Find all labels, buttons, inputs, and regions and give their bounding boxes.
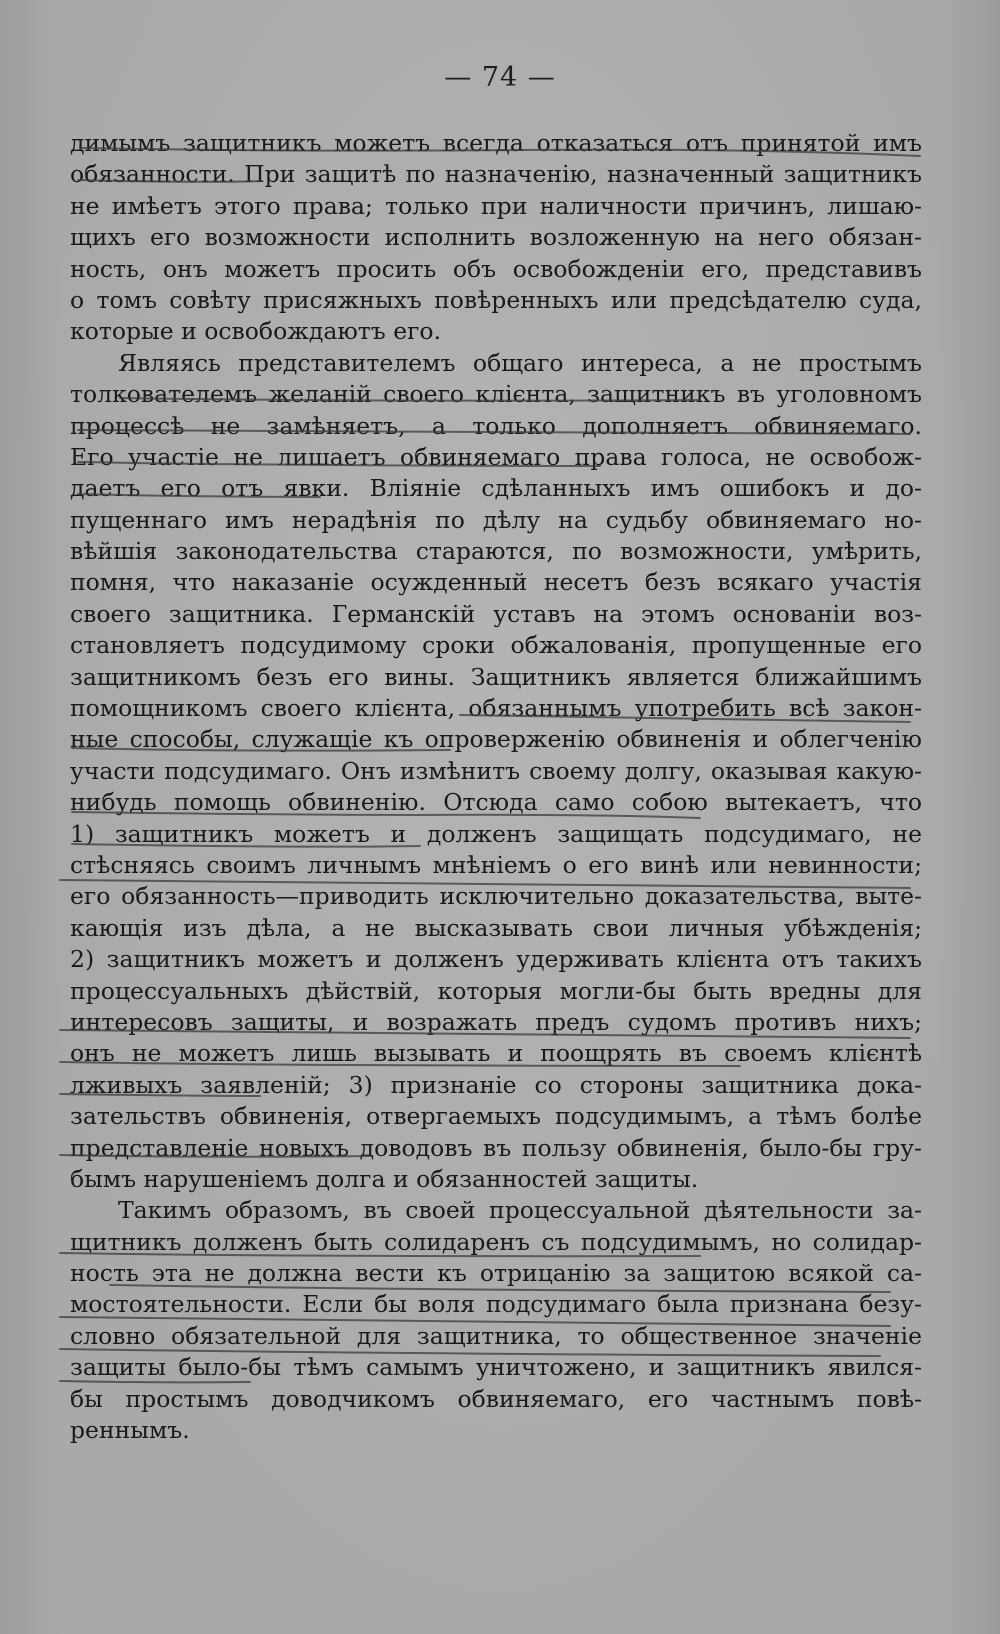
text-line: становляетъ подсудимому сроки обжалованія, пропущенные его bbox=[70, 631, 922, 660]
text-line: процессуальныхъ дѣйствій, которыя могли-бы быть вредны для bbox=[70, 976, 922, 1005]
text-line: пущеннаго имъ нерадѣнія по дѣлу на судьбу обвиняемаго но- bbox=[70, 505, 922, 534]
text-line: димымъ защитникъ можетъ всегда отказаться отъ принятой имъ bbox=[70, 129, 922, 157]
text-line: щитникъ долженъ быть солидаренъ съ подсудимымъ, но солидар- bbox=[70, 1227, 922, 1256]
text-line: Такимъ образомъ, въ своей процессуальной дѣятельности за- bbox=[118, 1196, 922, 1225]
text-line: словно обязательной для защитника, то общественное значеніе bbox=[70, 1321, 922, 1350]
text-line: ные способы, служащіе къ опроверженію обвиненія и облегченію bbox=[70, 725, 922, 754]
text-line: зательствъ обвиненія, отвергаемыхъ подсудимымъ, а тѣмъ болѣе bbox=[70, 1102, 922, 1131]
text-line: не имѣетъ этого права; только при наличности причинъ, лишаю- bbox=[70, 191, 922, 220]
text-line: интересовъ защиты, и возражать предъ судомъ противъ нихъ; bbox=[70, 1007, 922, 1036]
text-line: защитникомъ безъ его вины. Защитникъ является ближайшимъ bbox=[70, 662, 922, 691]
text-line: лживыхъ заявленій; 3) признаніе со стороны защитника дока- bbox=[70, 1070, 922, 1099]
text-line: которые и освобождаютъ его. bbox=[70, 317, 442, 346]
text-line: онъ не можетъ лишь вызывать и поощрять въ своемъ клієнтѣ bbox=[70, 1039, 922, 1068]
text-line: стѣсняясь своимъ личнымъ мнѣніемъ о его винѣ или невинности; bbox=[70, 850, 922, 879]
text-line: его обязанность—приводить исключительно доказательства, выте- bbox=[70, 882, 922, 911]
text-line: мостоятельности. Если бы воля подсудимаго была признана безу- bbox=[70, 1290, 922, 1319]
text-line: помощникомъ своего клієнта, обязаннымъ употребить всѣ закон- bbox=[70, 694, 922, 723]
text-line: даетъ его отъ явки. Вліяніе сдѣланныхъ имъ ошибокъ и до- bbox=[70, 474, 922, 503]
text-line: Являясь представителемъ общаго интереса, а не простымъ bbox=[118, 348, 922, 377]
text-line: о томъ совѣту присяжныхъ повѣренныхъ или предсѣдателю суда, bbox=[70, 285, 922, 314]
text-line: бы простымъ доводчикомъ обвиняемаго, его частнымъ повѣ- bbox=[70, 1384, 922, 1413]
text-line: бымъ нарушеніемъ долга и обязанностей защиты. bbox=[70, 1164, 699, 1193]
text-line: 2) защитникъ можетъ и долженъ удерживать клієнта отъ такихъ bbox=[70, 945, 922, 974]
text-line: кающія изъ дѣла, а не высказывать свои личныя убѣжденія; bbox=[70, 913, 922, 942]
text-line: обязанности. При защитѣ по назначенію, назначенный защитникъ bbox=[70, 160, 922, 189]
body-text bbox=[70, 128, 922, 1446]
text-line: своего защитника. Германскій уставъ на этомъ основаніи воз- bbox=[70, 599, 922, 628]
text-line: представленіе новыхъ доводовъ въ пользу обвиненія, было-бы гру- bbox=[70, 1133, 922, 1162]
text-line: Его участіе не лишаетъ обвиняемаго права голоса, не освобож- bbox=[70, 442, 922, 471]
text-line: помня, что наказаніе осужденный несетъ безъ всякаго участія bbox=[70, 568, 922, 597]
text-line: вѣйшія законодательства стараются, по возможности, умѣрить, bbox=[70, 537, 922, 566]
page-number: — 74 — bbox=[444, 62, 556, 93]
text-line: нибудь помощь обвиненію. Отсюда само собою вытекаетъ, что bbox=[70, 788, 922, 817]
text-line: ность эта не должна вести къ отрицанію за защитою всякой са- bbox=[70, 1259, 922, 1288]
text-line: щихъ его возможности исполнить возложенную на него обязан- bbox=[70, 223, 922, 252]
text-line: 1) защитникъ можетъ и долженъ защищать подсудимаго, не bbox=[70, 819, 922, 848]
text-line: защиты было-бы тѣмъ самымъ уничтожено, и защитникъ явился- bbox=[70, 1353, 922, 1382]
text-line: ность, онъ можетъ просить объ освобожденіи его, представивъ bbox=[70, 254, 922, 283]
text-line: участи подсудимаго. Онъ измѣнитъ своему долгу, оказывая какую- bbox=[70, 756, 922, 785]
text-line: процессѣ не замѣняетъ, а только дополняетъ обвиняемаго. bbox=[70, 411, 922, 440]
text-line: толкователемъ желаній своего клієнта, защитникъ въ уголовномъ bbox=[70, 380, 922, 409]
text-line: реннымъ. bbox=[70, 1416, 190, 1445]
